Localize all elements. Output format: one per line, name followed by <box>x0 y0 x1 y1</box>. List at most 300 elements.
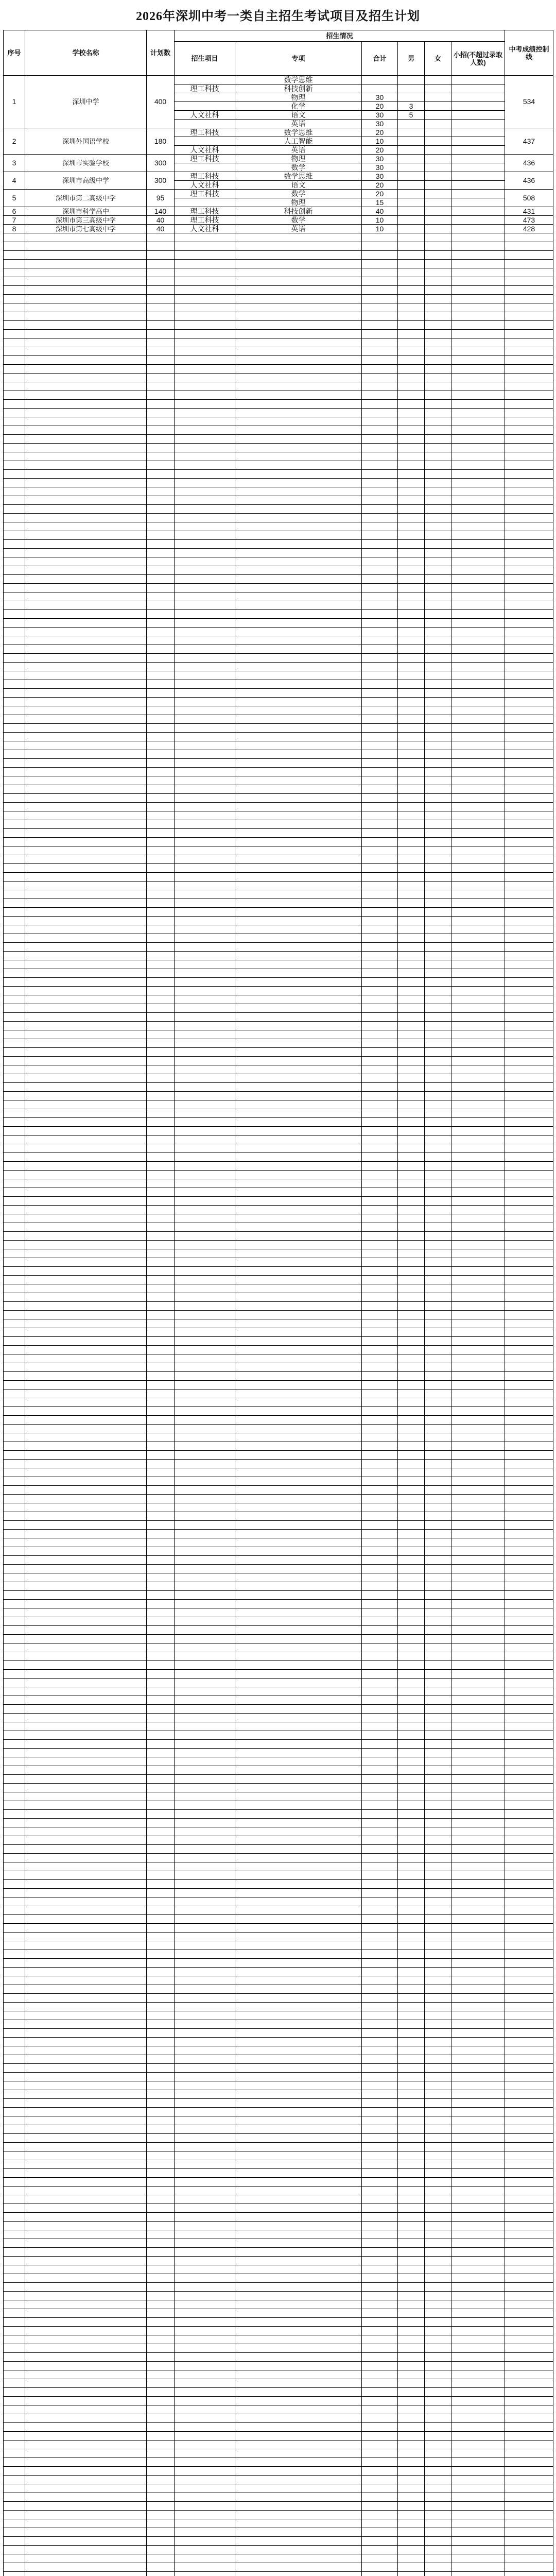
empty-grid-row <box>4 1687 553 1696</box>
empty-cell <box>398 1092 425 1100</box>
empty-cell <box>4 698 25 706</box>
empty-cell <box>398 2283 425 2292</box>
empty-cell <box>25 925 147 934</box>
empty-grid-row <box>4 1372 553 1381</box>
empty-cell <box>425 960 451 969</box>
empty-grid-row <box>4 1670 553 1679</box>
empty-cell <box>398 759 425 768</box>
empty-cell <box>235 1757 362 1766</box>
empty-cell <box>362 2546 398 2554</box>
empty-cell <box>147 2081 175 2090</box>
empty-cell <box>235 531 362 540</box>
empty-cell <box>147 1477 175 1486</box>
empty-cell <box>398 2300 425 2309</box>
empty-cell <box>25 592 147 601</box>
empty-cell <box>4 2073 25 2081</box>
empty-cell <box>147 1959 175 1968</box>
empty-cell <box>451 2178 505 2187</box>
empty-cell <box>175 1880 235 1889</box>
empty-cell <box>235 671 362 680</box>
empty-cell <box>362 557 398 566</box>
empty-cell <box>25 1994 147 2003</box>
empty-cell <box>175 890 235 899</box>
empty-cell <box>235 969 362 978</box>
empty-grid-row <box>4 2046 553 2055</box>
empty-cell <box>235 864 362 873</box>
empty-cell <box>25 2160 147 2169</box>
empty-cell <box>398 811 425 820</box>
empty-cell <box>425 1757 451 1766</box>
empty-cell <box>175 1591 235 1600</box>
empty-cell <box>451 2528 505 2537</box>
empty-cell <box>4 312 25 321</box>
empty-cell <box>235 794 362 803</box>
empty-cell <box>4 1845 25 1854</box>
empty-cell <box>175 654 235 663</box>
empty-cell <box>25 1241 147 1249</box>
empty-cell <box>4 1048 25 1057</box>
empty-cell <box>398 1687 425 1696</box>
empty-cell <box>235 487 362 496</box>
empty-cell <box>235 2134 362 2143</box>
empty-cell <box>451 1197 505 1206</box>
empty-cell <box>425 2143 451 2151</box>
empty-cell <box>451 1433 505 1442</box>
empty-cell <box>425 1293 451 1302</box>
empty-cell <box>175 1775 235 1784</box>
empty-cell <box>235 1679 362 1687</box>
empty-cell <box>235 303 362 312</box>
empty-cell <box>425 2362 451 2370</box>
empty-cell <box>425 557 451 566</box>
empty-cell <box>451 2029 505 2038</box>
empty-cell <box>147 2090 175 2099</box>
empty-cell <box>147 1801 175 1810</box>
empty-cell <box>505 1048 553 1057</box>
empty-cell <box>25 2222 147 2230</box>
empty-cell <box>4 1775 25 1784</box>
empty-cell <box>147 1880 175 1889</box>
empty-cell <box>398 794 425 803</box>
empty-cell <box>362 1118 398 1127</box>
empty-cell <box>235 706 362 715</box>
empty-cell <box>235 251 362 260</box>
empty-cell <box>362 1065 398 1074</box>
empty-cell <box>505 1328 553 1337</box>
empty-cell <box>505 873 553 882</box>
empty-cell <box>505 2309 553 2318</box>
empty-cell <box>505 1206 553 1214</box>
empty-cell <box>505 400 553 409</box>
cell-school-name: 深圳市第七高级中学 <box>25 225 147 233</box>
empty-cell <box>175 1372 235 1381</box>
empty-cell <box>4 663 25 671</box>
empty-cell <box>362 2502 398 2511</box>
empty-cell <box>175 908 235 917</box>
empty-cell <box>398 724 425 733</box>
empty-cell <box>235 557 362 566</box>
empty-cell <box>175 1722 235 1731</box>
empty-cell <box>398 2528 425 2537</box>
empty-cell <box>451 400 505 409</box>
empty-cell <box>175 698 235 706</box>
empty-cell <box>425 601 451 610</box>
empty-cell <box>25 2029 147 2038</box>
empty-cell <box>398 2458 425 2467</box>
empty-grid-row <box>4 549 553 557</box>
empty-cell <box>451 1626 505 1635</box>
empty-grid-row <box>4 689 553 698</box>
empty-cell <box>505 882 553 890</box>
empty-cell <box>235 1144 362 1153</box>
empty-cell <box>235 1827 362 1836</box>
empty-cell <box>398 1714 425 1722</box>
empty-cell <box>425 1600 451 1608</box>
empty-cell <box>147 1933 175 1941</box>
empty-cell <box>505 2335 553 2344</box>
empty-cell <box>175 1363 235 1372</box>
empty-cell <box>362 1950 398 1959</box>
empty-cell <box>25 2274 147 2283</box>
empty-cell <box>398 2414 425 2423</box>
empty-cell <box>398 2502 425 2511</box>
empty-cell <box>235 1109 362 1118</box>
empty-cell <box>147 1118 175 1127</box>
empty-cell <box>398 2405 425 2414</box>
empty-cell <box>505 2257 553 2265</box>
empty-cell <box>4 575 25 584</box>
empty-cell <box>4 251 25 260</box>
empty-cell <box>362 1714 398 1722</box>
empty-cell <box>147 540 175 549</box>
empty-cell <box>425 1425 451 1433</box>
empty-cell <box>175 2151 235 2160</box>
empty-cell <box>235 584 362 592</box>
empty-cell <box>398 444 425 452</box>
empty-cell <box>362 724 398 733</box>
empty-cell <box>398 2432 425 2441</box>
empty-cell <box>147 2344 175 2353</box>
empty-cell <box>398 1442 425 1451</box>
empty-cell <box>425 1267 451 1276</box>
empty-cell <box>25 1381 147 1389</box>
empty-grid-row <box>4 671 553 680</box>
empty-grid-row <box>4 654 553 663</box>
empty-cell <box>362 1144 398 1153</box>
empty-cell <box>175 566 235 575</box>
empty-cell <box>4 1810 25 1819</box>
empty-grid-row <box>4 1915 553 1924</box>
empty-cell <box>4 855 25 864</box>
empty-cell <box>175 2511 235 2519</box>
cell-ratio <box>451 190 505 198</box>
empty-cell <box>25 2116 147 2125</box>
empty-cell <box>175 2441 235 2449</box>
empty-cell <box>505 952 553 960</box>
empty-cell <box>398 1635 425 1643</box>
empty-cell <box>25 2318 147 2327</box>
empty-grid-row <box>4 1661 553 1670</box>
empty-cell <box>4 1136 25 1144</box>
empty-cell <box>4 1661 25 1670</box>
empty-cell <box>147 435 175 444</box>
empty-cell <box>175 2160 235 2169</box>
empty-cell <box>25 1714 147 1722</box>
empty-cell <box>4 2388 25 2397</box>
empty-cell <box>4 2292 25 2300</box>
empty-cell <box>362 1004 398 1013</box>
empty-cell <box>425 1941 451 1950</box>
empty-cell <box>362 1976 398 1985</box>
empty-cell <box>235 1512 362 1521</box>
empty-cell <box>4 1538 25 1547</box>
empty-cell <box>451 2572 505 2576</box>
empty-cell <box>398 2169 425 2178</box>
empty-cell <box>25 1267 147 1276</box>
empty-cell <box>451 1381 505 1389</box>
empty-cell <box>147 882 175 890</box>
empty-cell <box>451 2362 505 2370</box>
empty-cell <box>25 1608 147 1617</box>
empty-cell <box>147 2484 175 2493</box>
empty-cell <box>398 785 425 794</box>
cell-ratio <box>451 172 505 181</box>
empty-cell <box>175 409 235 417</box>
empty-cell <box>235 1933 362 1941</box>
empty-cell <box>451 645 505 654</box>
empty-cell <box>25 1643 147 1652</box>
empty-cell <box>451 969 505 978</box>
empty-cell <box>362 1486 398 1495</box>
empty-cell <box>398 400 425 409</box>
empty-cell <box>505 592 553 601</box>
empty-cell <box>505 1512 553 1521</box>
empty-cell <box>4 987 25 995</box>
empty-cell <box>505 522 553 531</box>
empty-grid-row <box>4 1696 553 1705</box>
empty-cell <box>505 2344 553 2353</box>
empty-cell <box>425 759 451 768</box>
empty-cell <box>175 1460 235 1468</box>
empty-grid-row <box>4 2344 553 2353</box>
empty-grid-row <box>4 1118 553 1127</box>
empty-cell <box>4 1862 25 1871</box>
cell-female <box>425 120 451 128</box>
empty-cell <box>505 1810 553 1819</box>
empty-cell <box>235 2222 362 2230</box>
empty-cell <box>505 479 553 487</box>
empty-cell <box>505 1022 553 1030</box>
empty-cell <box>451 1022 505 1030</box>
empty-cell <box>398 592 425 601</box>
empty-cell <box>235 2502 362 2511</box>
empty-cell <box>505 435 553 444</box>
empty-cell <box>505 917 553 925</box>
empty-cell <box>451 557 505 566</box>
empty-grid-row <box>4 803 553 811</box>
empty-grid-row <box>4 2572 553 2576</box>
empty-cell <box>505 1924 553 1933</box>
empty-cell <box>425 1591 451 1600</box>
table-row <box>4 155 553 163</box>
empty-cell <box>505 1346 553 1354</box>
empty-cell <box>175 1398 235 1407</box>
empty-cell <box>147 1127 175 1136</box>
empty-grid-row <box>4 1389 553 1398</box>
empty-cell <box>451 1994 505 2003</box>
empty-cell <box>398 1346 425 1354</box>
empty-cell <box>4 356 25 365</box>
empty-cell <box>4 908 25 917</box>
empty-cell <box>4 1915 25 1924</box>
empty-cell <box>147 934 175 943</box>
empty-cell <box>147 365 175 374</box>
empty-cell <box>235 741 362 750</box>
empty-cell <box>235 374 362 382</box>
empty-cell <box>4 925 25 934</box>
empty-cell <box>362 2537 398 2546</box>
empty-cell <box>175 277 235 286</box>
empty-grid-row <box>4 444 553 452</box>
empty-grid-row <box>4 575 553 584</box>
empty-cell <box>147 2108 175 2116</box>
empty-cell <box>147 1530 175 1538</box>
empty-cell <box>505 2362 553 2370</box>
cell-quota: 428 <box>505 225 553 233</box>
empty-grid-row <box>4 1468 553 1477</box>
empty-cell <box>147 969 175 978</box>
empty-cell <box>425 671 451 680</box>
empty-cell <box>235 1337 362 1346</box>
empty-cell <box>147 2116 175 2125</box>
empty-grid-row <box>4 2379 553 2388</box>
empty-cell <box>398 1731 425 1740</box>
empty-cell <box>425 803 451 811</box>
empty-cell <box>505 531 553 540</box>
empty-cell <box>147 2187 175 2195</box>
empty-cell <box>235 820 362 829</box>
empty-cell <box>4 1232 25 1241</box>
empty-cell <box>25 1004 147 1013</box>
empty-cell <box>25 1372 147 1381</box>
empty-cell <box>235 1670 362 1679</box>
empty-cell <box>25 1626 147 1635</box>
empty-grid-row <box>4 1311 553 1319</box>
empty-cell <box>451 1363 505 1372</box>
empty-cell <box>362 2011 398 2020</box>
empty-cell <box>4 899 25 908</box>
empty-cell <box>175 1442 235 1451</box>
empty-cell <box>398 2151 425 2160</box>
empty-cell <box>451 1687 505 1696</box>
empty-cell <box>425 496 451 505</box>
header-recruit: 招生情况 <box>175 30 505 42</box>
empty-cell <box>175 1643 235 1652</box>
empty-cell <box>425 321 451 330</box>
empty-cell <box>147 505 175 514</box>
empty-cell <box>25 400 147 409</box>
empty-cell <box>451 2265 505 2274</box>
empty-cell <box>398 1889 425 1897</box>
empty-cell <box>235 330 362 338</box>
empty-cell <box>235 2116 362 2125</box>
empty-cell <box>425 540 451 549</box>
empty-cell <box>505 636 553 645</box>
empty-cell <box>235 1372 362 1381</box>
empty-cell <box>398 1206 425 1214</box>
empty-cell <box>235 733 362 741</box>
empty-cell <box>451 943 505 952</box>
empty-cell <box>175 2265 235 2274</box>
empty-cell <box>175 575 235 584</box>
empty-grid-row <box>4 435 553 444</box>
empty-cell <box>425 1223 451 1232</box>
empty-cell <box>235 1749 362 1757</box>
empty-cell <box>175 1573 235 1582</box>
empty-cell <box>362 2309 398 2318</box>
empty-cell <box>175 2528 235 2537</box>
empty-cell <box>175 2011 235 2020</box>
empty-cell <box>25 1074 147 1083</box>
empty-grid-row <box>4 1731 553 1740</box>
empty-cell <box>398 2239 425 2248</box>
empty-cell <box>398 452 425 461</box>
empty-cell <box>175 952 235 960</box>
empty-cell <box>505 1311 553 1319</box>
empty-cell <box>425 1775 451 1784</box>
empty-cell <box>25 312 147 321</box>
empty-cell <box>362 706 398 715</box>
empty-cell <box>362 479 398 487</box>
cell-female <box>425 137 451 146</box>
empty-grid-row <box>4 312 553 321</box>
empty-cell <box>4 1153 25 1162</box>
empty-cell <box>235 724 362 733</box>
empty-cell <box>398 1565 425 1573</box>
empty-cell <box>505 1600 553 1608</box>
empty-cell <box>425 689 451 698</box>
empty-cell <box>398 242 425 251</box>
empty-cell <box>25 1363 147 1372</box>
empty-cell <box>398 1749 425 1757</box>
empty-cell <box>235 1705 362 1714</box>
empty-grid-row <box>4 1267 553 1276</box>
empty-cell <box>425 2353 451 2362</box>
empty-cell <box>25 1731 147 1740</box>
empty-cell <box>4 277 25 286</box>
cell-no: 6 <box>4 207 25 216</box>
empty-cell <box>4 1223 25 1232</box>
empty-cell <box>398 1696 425 1705</box>
empty-cell <box>235 2081 362 2090</box>
empty-cell <box>451 1372 505 1381</box>
empty-cell <box>425 2064 451 2073</box>
empty-grid-row <box>4 479 553 487</box>
empty-cell <box>235 1363 362 1372</box>
empty-cell <box>175 1565 235 1573</box>
empty-cell <box>398 2248 425 2257</box>
empty-cell <box>505 890 553 899</box>
empty-cell <box>505 1477 553 1486</box>
empty-cell <box>147 2151 175 2160</box>
empty-grid-row <box>4 2257 553 2265</box>
empty-cell <box>235 917 362 925</box>
empty-cell <box>235 610 362 619</box>
header-category: 招生项目 <box>175 42 235 76</box>
empty-cell <box>362 1398 398 1407</box>
empty-cell <box>425 1801 451 1810</box>
cell-male <box>398 146 425 155</box>
